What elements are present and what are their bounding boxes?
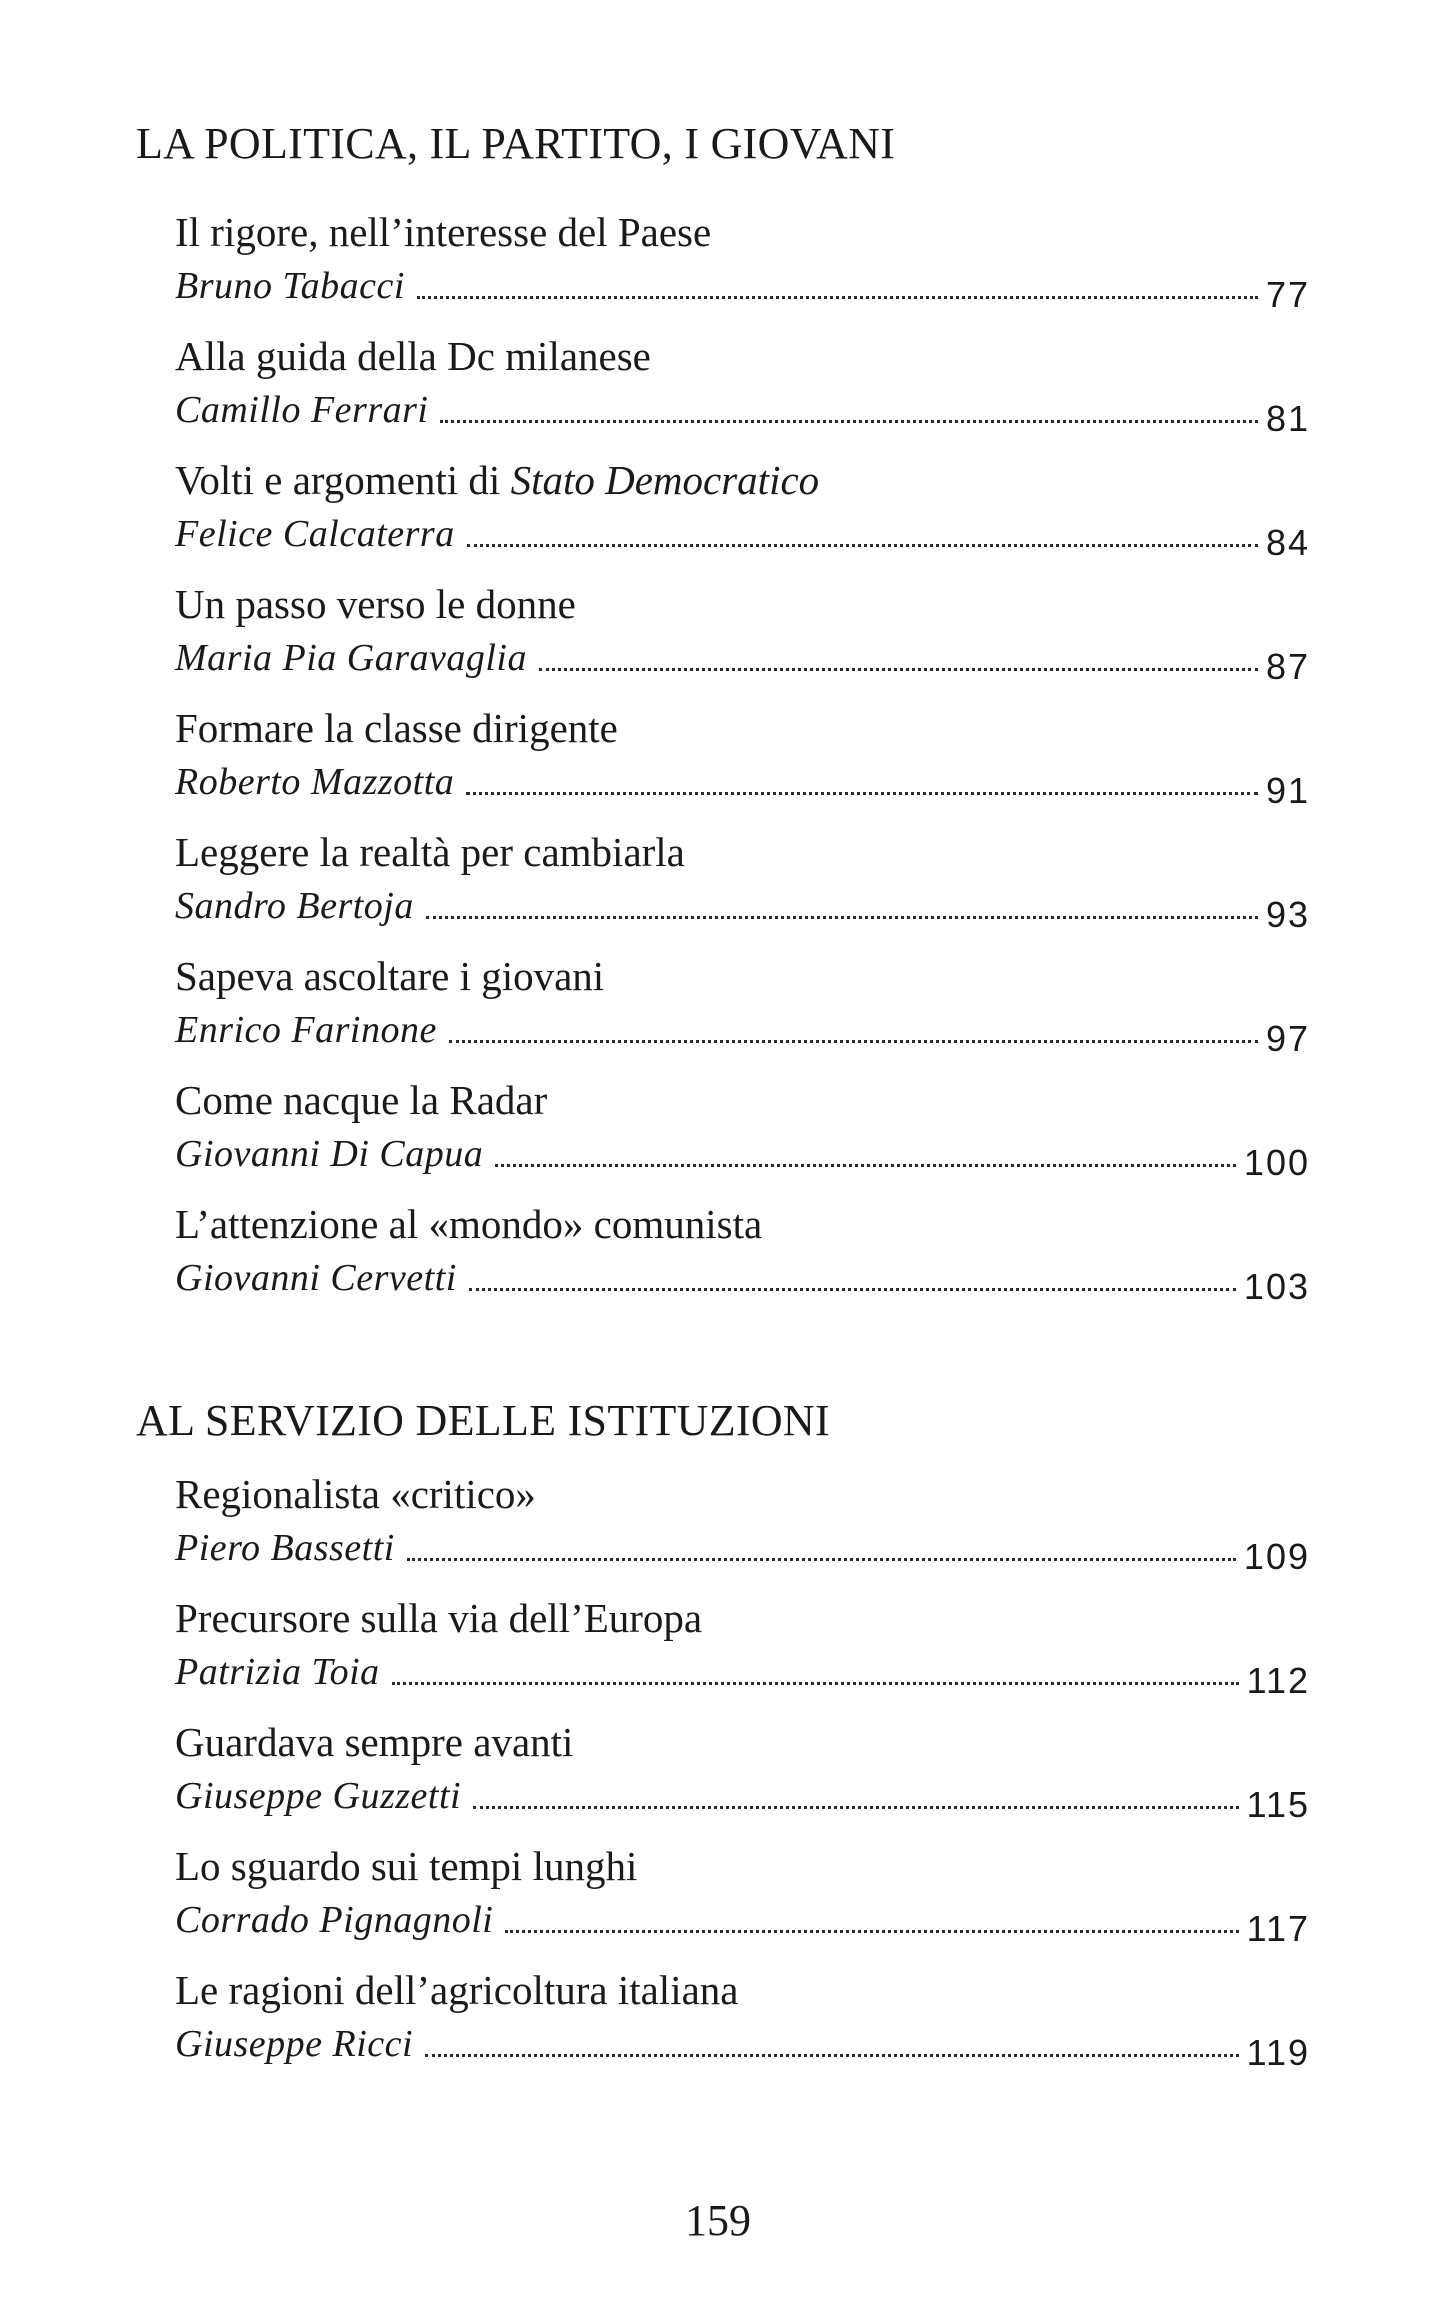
entry-title-text: Come nacque la Radar: [175, 1077, 548, 1123]
dot-leader: [466, 792, 1258, 795]
entry-author: Camillo Ferrari: [175, 389, 429, 431]
page-number: 159: [685, 2196, 751, 2245]
toc-entry[interactable]: [0, 332, 1436, 456]
entry-page-number: 119: [1246, 2032, 1310, 2073]
entry-author: Felice Calcaterra: [175, 513, 455, 555]
entry-author: Giovanni Cervetti: [175, 1257, 457, 1299]
entry-page-number: 112: [1246, 1660, 1310, 1701]
entry-page-number: 97: [1265, 1018, 1310, 1059]
entry-title: [175, 1594, 702, 1642]
dot-leader: [407, 1558, 1236, 1561]
entry-line: [175, 1520, 1310, 1577]
toc-entry[interactable]: [0, 208, 1436, 332]
dot-leader: [495, 1164, 1236, 1167]
entry-author: Sandro Bertoja: [175, 885, 414, 927]
entry-line: [175, 1644, 1310, 1701]
dot-leader: [539, 668, 1258, 671]
entry-author: Bruno Tabacci: [175, 265, 405, 307]
entry-title: [175, 952, 604, 1000]
entry-title: [175, 704, 618, 752]
entry-title-text: Lo sguardo sui tempi lunghi: [175, 1843, 638, 1889]
dot-leader: [440, 420, 1257, 423]
entry-title-text: Formare la classe dirigente: [175, 705, 618, 751]
toc-entry[interactable]: [0, 952, 1436, 1076]
section-title: LA POLITICA, IL PARTITO, I GIOVANI: [136, 119, 896, 168]
dot-leader: [467, 544, 1258, 547]
entry-line: [175, 258, 1310, 315]
entry-line: [175, 1768, 1310, 1825]
toc-entry[interactable]: [0, 1966, 1436, 2090]
entry-line: [175, 1892, 1310, 1949]
entry-title: [175, 1470, 536, 1518]
entry-title: [175, 828, 685, 876]
dot-leader: [425, 2054, 1239, 2057]
entry-title-text: Guardava sempre avanti: [175, 1719, 574, 1765]
entry-page-number: 103: [1243, 1266, 1310, 1307]
entry-page-number: 115: [1246, 1784, 1310, 1825]
entry-page-number: 77: [1265, 274, 1310, 315]
entry-page-number: 93: [1265, 894, 1310, 935]
entry-line: [175, 2016, 1310, 2073]
entry-title: [175, 580, 576, 628]
entry-title: [175, 332, 651, 380]
entry-author: Giovanni Di Capua: [175, 1133, 484, 1175]
entry-title: [175, 1718, 573, 1766]
entry-line: [175, 630, 1310, 687]
entry-page-number: 117: [1246, 1908, 1310, 1949]
entry-title-text: Sapeva ascoltare i giovani: [175, 953, 605, 999]
entry-list: [0, 1470, 1436, 2090]
entry-title-text: Precursore sulla via dell’Europa: [175, 1595, 703, 1641]
toc-entry[interactable]: [0, 1200, 1436, 1324]
toc-entry[interactable]: [0, 704, 1436, 828]
entry-page-number: 91: [1265, 770, 1310, 811]
entry-author: Enrico Farinone: [175, 1009, 437, 1051]
entry-author: Maria Pia Garavaglia: [175, 637, 527, 679]
toc-entry[interactable]: [0, 828, 1436, 952]
entry-line: [175, 878, 1310, 935]
dot-leader: [469, 1288, 1236, 1291]
entry-line: [175, 506, 1310, 563]
entry-title: [175, 1842, 637, 1890]
dot-leader: [449, 1040, 1258, 1043]
entry-title-text: Un passo verso le donne: [175, 581, 576, 627]
dot-leader: [473, 1806, 1239, 1809]
entry-line: [175, 382, 1310, 439]
dot-leader: [505, 1930, 1238, 1933]
toc-entry[interactable]: [0, 456, 1436, 580]
entry-title: [175, 456, 819, 504]
entry-line: [175, 754, 1310, 811]
entry-page-number: 84: [1265, 522, 1310, 563]
entry-title: [175, 208, 711, 256]
entry-title-text: Volti e argomenti di: [175, 457, 511, 503]
entry-line: [175, 1250, 1310, 1307]
section-title: AL SERVIZIO DELLE ISTITUZIONI: [136, 1396, 830, 1445]
toc-entry[interactable]: [0, 1594, 1436, 1718]
entry-page-number: 100: [1243, 1142, 1310, 1183]
toc-entry[interactable]: [0, 1470, 1436, 1594]
entry-title-italic: Stato Democratico: [510, 457, 820, 503]
entry-title-text: Il rigore, nell’interesse del Paese: [175, 209, 712, 255]
entry-line: [175, 1126, 1310, 1183]
entry-title-text: Regionalista «critico»: [175, 1471, 536, 1517]
entry-line: [175, 1002, 1310, 1059]
entry-author: Corrado Pignagnoli: [175, 1899, 494, 1941]
entry-title-text: Le ragioni dell’agricoltura italiana: [175, 1967, 739, 2013]
dot-leader: [426, 916, 1258, 919]
entry-page-number: 109: [1243, 1536, 1310, 1577]
dot-leader: [417, 296, 1258, 299]
entry-page-number: 81: [1265, 398, 1310, 439]
entry-title-text: Alla guida della Dc milanese: [175, 333, 651, 379]
entry-author: Patrizia Toia: [175, 1651, 380, 1693]
entry-author: Giuseppe Guzzetti: [175, 1775, 462, 1817]
entry-author: Piero Bassetti: [175, 1527, 395, 1569]
entry-list: [0, 208, 1436, 1324]
toc-entry[interactable]: [0, 1718, 1436, 1842]
entry-title: [175, 1076, 547, 1124]
toc-entry[interactable]: [0, 1076, 1436, 1200]
entry-title-text: L’attenzione al «mondo» comunista: [175, 1201, 763, 1247]
toc-entry[interactable]: [0, 580, 1436, 704]
entry-title-text: Leggere la realtà per cambiarla: [175, 829, 685, 875]
entry-author: Giuseppe Ricci: [175, 2023, 414, 2065]
dot-leader: [392, 1682, 1239, 1685]
entry-page-number: 87: [1265, 646, 1310, 687]
entry-title: [175, 1200, 762, 1248]
entry-title: [175, 1966, 739, 2014]
entry-author: Roberto Mazzotta: [175, 761, 455, 803]
toc-entry[interactable]: [0, 1842, 1436, 1966]
